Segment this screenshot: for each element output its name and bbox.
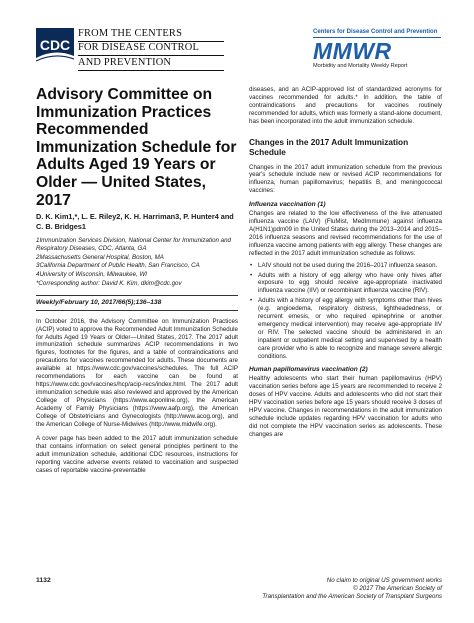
mmwr-masthead xyxy=(313,28,441,70)
page-number: 1132 xyxy=(36,577,51,584)
body-paragraph: Changes in the 2017 adult immunization schedule from the previous year's schedule include new or revised ACIP recommendations for influenza, human papillomavirus; hepatitis B, and meningococcal vaccines: xyxy=(249,163,442,195)
affiliations xyxy=(36,237,238,288)
body-paragraph: diseases, and an ACIP-approved list of standardized acronyms for vaccines recommended for adults.* In addition, the table of contraindications and precautions for vaccines routinely recommended for adults, which was formerly a stand-alone document, has been incorporated into the adult immunization schedule. xyxy=(249,86,442,125)
corresponding-author: *Corresponding author: David K. Kim, dkim@cdc.gov xyxy=(36,279,182,287)
cdc-name-line: AND PREVENTION xyxy=(78,57,224,71)
cdc-name xyxy=(78,28,224,71)
affiliation-item: 1Immunization Services Division, National Center for Immunization and Respiratory Diseases, CDC, Atlanta, GA xyxy=(36,236,231,252)
cdc-name-line: FROM THE CENTERS xyxy=(78,28,224,42)
footer-copyright: © 2017 The American Society of xyxy=(353,585,442,592)
list-item xyxy=(249,297,442,360)
mmwr-logo: MMWR xyxy=(313,38,392,64)
bullet-icon: • xyxy=(250,271,253,279)
affiliation-item: 3California Department of Public Health, San Francisco, CA xyxy=(36,262,200,270)
right-column xyxy=(249,86,442,439)
body-paragraph: Healthy adolescents who start their human papillomavirus (HPV) vaccination series before age 15 years are recommended to receive 2 doses of HPV vaccine. Adults and adolescents who did not start their HPV vaccination series before age 15 years should receive 3 doses of HPV vaccine. Changes in recommendations in the adult immunization schedule include updates regarding HPV vaccination for adults who did not complete the HPV vaccination series as adolescents. These changes are xyxy=(249,375,442,438)
list-item-text: Adults with a history of egg allergy who have only hives after exposure to egg should receive age-appropriate inactivated influenza vaccine (IIV) or recombinant influenza vaccine (RIV). xyxy=(258,271,442,295)
cdc-logo-text: CDC xyxy=(39,37,71,53)
copyright-notice xyxy=(212,577,442,601)
body-paragraph: In October 2016, the Advisory Committee on Immunization Practices (ACIP) voted to approve the Recommended Adult Immunization Schedule for Adults Aged 19 Years or Older—United States, 2017. The 2017 adult immunization schedule summarizes ACIP recommendations in two figures, footnotes for the figures, and a table of contraindications and precautions for vaccines recommended for adults. These documents are available at https://www.cdc.gov/vaccines/schedules. The full ACIP recommendations for each vaccine can be found at https://www.cdc.gov/vaccines/hcp/acip-recs/index.html. The 2017 adult immunization schedule was also reviewed and approved by the American College of Physicians (https://www.acponline.org), the American Academy of Family Physicians (https://www.aafp.org), the American College of Obstetricians and Gynecologists (http://www.acog.org), and the American College of Nurse-Midwives (http://www.midwife.org). xyxy=(36,317,238,428)
section-heading: Changes in the 2017 Adult Immunization Schedule xyxy=(249,136,409,157)
bullet-icon: • xyxy=(250,261,253,269)
body-paragraph: A cover page has been added to the 2017 adult immunization schedule that contains information on select general principles pertinent to the adult immunization schedule, additional CDC resources, instructions for reporting vaccine adverse events related to vaccination and suspected cases of reportable vaccine-preventable xyxy=(36,435,238,475)
mmwr-subtitle: Morbidity and Mortality Weekly Report xyxy=(313,63,408,69)
subsection-heading-hpv: Human papillomavirus vaccination (2) xyxy=(249,366,368,374)
affiliation-item: 2Massachusetts General Hospital, Boston, MA xyxy=(36,253,164,261)
affiliation-item: 4University of Wisconsin, Milwaukee, WI xyxy=(36,271,148,279)
article-title: Advisory Committee on Immunization Practices Recommended Immunization Schedule for Adults Aged 19 Years or Older — United States, 2017 xyxy=(36,86,237,209)
mmwr-agency: Centers for Disease Control and Prevention xyxy=(313,29,438,35)
bullet-icon: • xyxy=(250,297,253,305)
page-header xyxy=(0,0,474,78)
left-column xyxy=(36,86,238,475)
footer-journal: Transplantation and the American Society of Transplant Surgeons xyxy=(262,593,442,600)
footer-claim: No claim to original US government works xyxy=(326,577,442,584)
subsection-heading-influenza: Influenza vaccination (1) xyxy=(249,201,326,209)
article-authors: D. K. Kim1,*, L. E. Riley2, K. H. Harriman3, P. Hunter4 and C. B. Bridges1 xyxy=(36,212,234,231)
publication-info: Weekly/February 10, 2017/66(5);136–138 xyxy=(36,295,238,311)
influenza-bullet-list xyxy=(249,262,442,361)
list-item-text: LAIV should not be used during the 2016–2017 influenza season. xyxy=(258,261,438,269)
list-item xyxy=(249,272,442,296)
cdc-logo xyxy=(36,28,74,66)
cdc-name-line: FOR DISEASE CONTROL xyxy=(78,42,224,56)
list-item xyxy=(249,262,442,270)
list-item-text: Adults with a history of egg allergy with symptoms other than hives (e.g. angioedema, respiratory distress, lightheadedness, or recurrent emesis, or who required epinephrine or another emergency medical intervention) may receive age-appropriate IIV or RIV. The selected vaccine should be administered in an inpatient or outpatient medical setting and supervised by a health care provider who is able to recognize and manage severe allergic conditions. xyxy=(258,297,442,360)
body-paragraph: Changes are related to the low effectiveness of the live attenuated influenza vaccine (LAIV) (FluMist, MedImmune) against influenza A(H1N1)pdm09 in the United States during the 2013–2014 and 2015–2016 influenza seasons and revised recommendations for the use of influenza vaccine among patients with egg allergy. These changes are reflected in the 2017 adult immunization schedule as follows: xyxy=(249,210,442,257)
